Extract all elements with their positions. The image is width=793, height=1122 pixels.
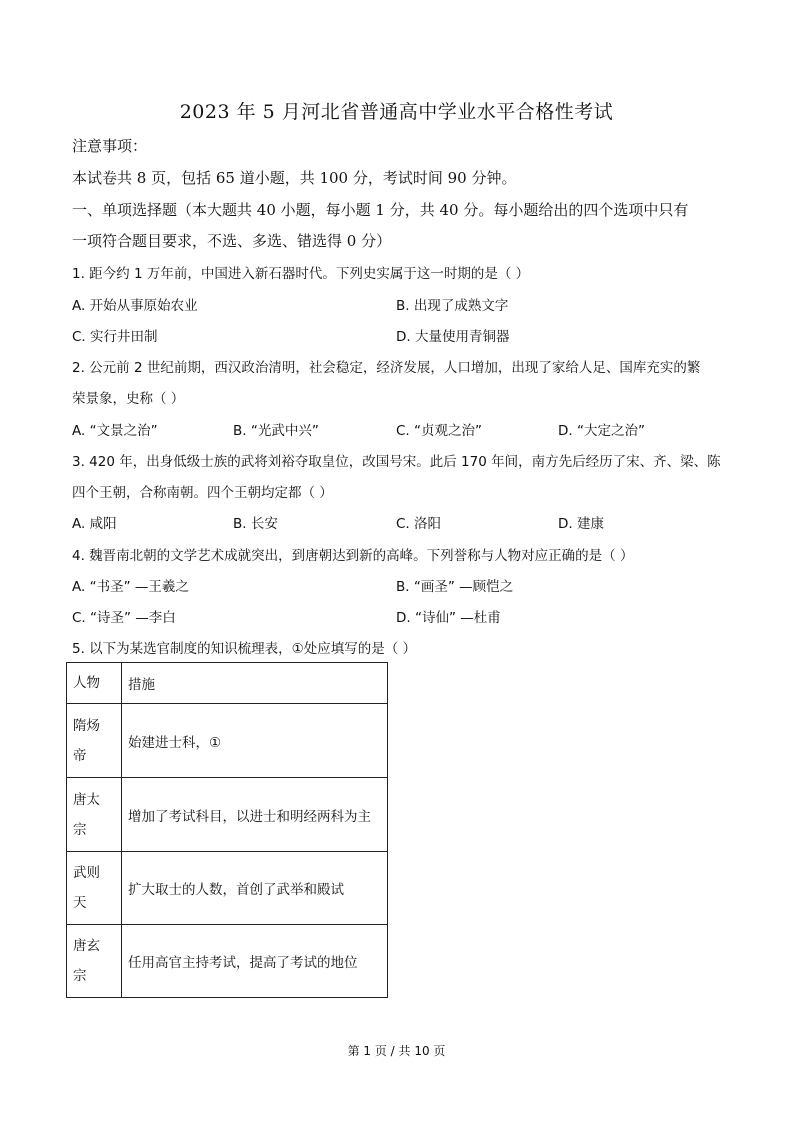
question-4-option-a: A. “书圣” —王羲之: [72, 579, 189, 595]
question-4-option-c: C. “诗圣” —李白: [72, 610, 176, 626]
question-1-option-b: B. 出现了成熟文字: [396, 298, 509, 314]
notice-heading: 注意事项：: [72, 137, 148, 155]
page-footer: 第 1 页 / 共 10 页: [347, 1044, 446, 1058]
question-3-option-c: C. 洛阳: [396, 516, 442, 532]
question-1-stem: 1. 距今约 1 万年前，中国进入新石器时代。下列史实属于这一时期的是（ ）: [72, 266, 530, 282]
table-row: [67, 704, 388, 778]
question-1-option-a: A. 开始从事原始农业: [72, 298, 198, 314]
table-row: [67, 925, 388, 998]
question-4-stem: 4. 魏晋南北朝的文学艺术成就突出，到唐朝达到新的高峰。下列誉称与人物对应正确的是（ ）: [72, 548, 634, 564]
question-2-stem-line-1: 2. 公元前 2 世纪前期，西汉政治清明，社会稳定，经济发展，人口增加，出现了家给人足、国库充实的繁: [72, 360, 701, 376]
table-row: [67, 852, 388, 925]
question-1-option-d: D. 大量使用青铜器: [396, 329, 510, 345]
exam-title: 2023 年 5 月河北省普通高中学业水平合格性考试: [179, 101, 614, 123]
section-instruction-line-2: 一项符合题目要求，不选、多选、错选得 0 分）: [72, 232, 392, 250]
question-2-stem-line-2: 荣景象，史称（ ）: [72, 391, 185, 407]
question-1-option-c: C. 实行井田制: [72, 329, 158, 345]
question-3-stem-line-2: 四个王朝，合称南朝。四个王朝均定都（ ）: [72, 485, 333, 501]
question-3-option-a: A. 咸阳: [72, 516, 117, 532]
table-header-person: 人物: [67, 663, 122, 704]
table-header-row: [67, 663, 388, 704]
table-cell-measure: 增加了考试科目，以进士和明经两科为主: [122, 778, 388, 852]
table-cell-measure: 始建进士科，①: [122, 704, 388, 778]
table-cell-measure: 任用高官主持考试，提高了考试的地位: [122, 925, 388, 998]
table-cell-person: 唐玄 宗: [67, 925, 122, 998]
question-4-option-b: B. “画圣” —顾恺之: [396, 579, 514, 595]
notice-text: 本试卷共 8 页，包括 65 道小题，共 100 分，考试时间 90 分钟。: [72, 169, 517, 187]
question-2-option-c: C. “贞观之治”: [396, 423, 482, 439]
question-4-option-d: D. “诗仙” —杜甫: [396, 610, 501, 626]
question-3-option-b: B. 长安: [233, 516, 278, 532]
table-cell-person: 武则 天: [67, 852, 122, 925]
table-row: [67, 778, 388, 852]
table-cell-measure: 扩大取士的人数，首创了武举和殿试: [122, 852, 388, 925]
question-2-option-d: D. “大定之治”: [558, 423, 645, 439]
question-3-option-d: D. 建康: [558, 516, 604, 532]
question-5-stem: 5. 以下为某选官制度的知识梳理表，①处应填写的是（ ）: [72, 641, 417, 657]
table-header-measure: 措施: [122, 663, 388, 704]
question-2-option-b: B. “光武中兴”: [233, 423, 319, 439]
selection-system-table: [66, 662, 388, 998]
question-2-option-a: A. “文景之治”: [72, 423, 158, 439]
table-cell-person: 唐太 宗: [67, 778, 122, 852]
section-instruction-line-1: 一、单项选择题（本大题共 40 小题，每小题 1 分，共 40 分。每小题给出的四个选项中只有: [72, 201, 689, 219]
question-3-stem-line-1: 3. 420 年，出身低级士族的武将刘裕夺取皇位，改国号宋。此后 170 年间，南方先后经历了宋、齐、梁、陈: [72, 454, 721, 470]
table-cell-person: 隋炀 帝: [67, 704, 122, 778]
